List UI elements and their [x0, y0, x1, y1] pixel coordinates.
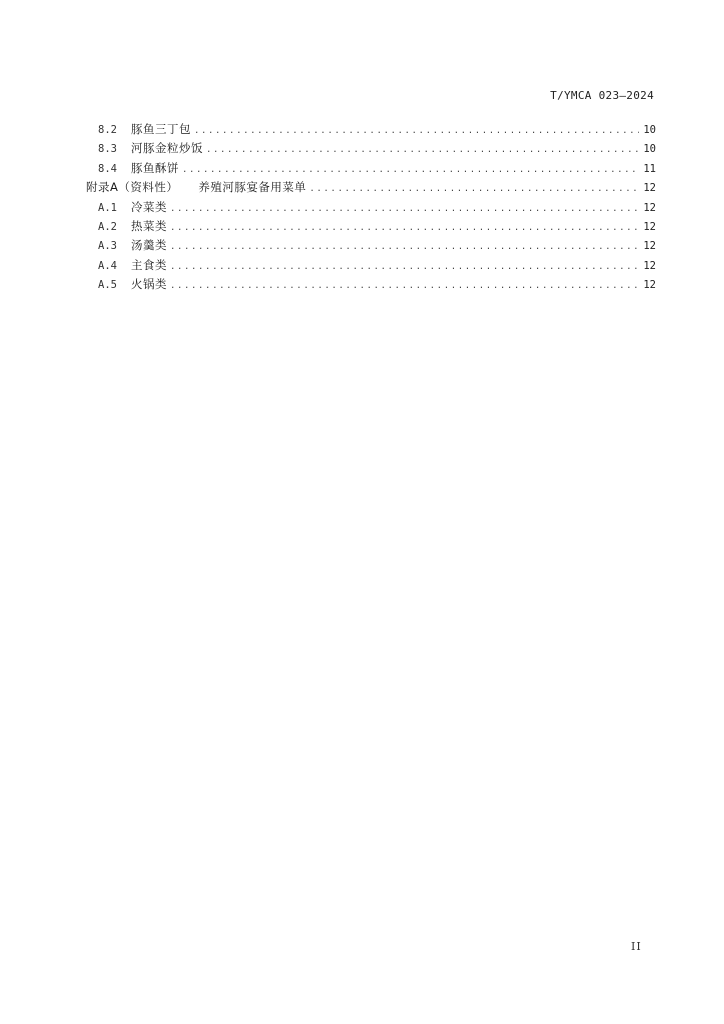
- toc-entry[interactable]: [86, 159, 656, 178]
- toc-entry-title: 冷菜类: [130, 199, 167, 214]
- toc-entry[interactable]: [86, 139, 656, 158]
- toc-entry-page: 12: [643, 201, 656, 214]
- toc-entry[interactable]: [86, 236, 656, 255]
- toc-dot-leader: [170, 219, 639, 238]
- toc-entry-title: 养殖河豚宴备用菜单: [198, 180, 307, 195]
- toc-appendix-label: 附录A（资料性）: [86, 180, 179, 195]
- toc-entry-page: 10: [643, 124, 656, 136]
- toc-entry-number: A.3: [98, 240, 117, 253]
- toc-entry[interactable]: [86, 256, 656, 275]
- toc-entry-page: 12: [643, 259, 656, 272]
- toc-entry-title: 热菜类: [130, 218, 167, 233]
- toc-dot-leader: [309, 180, 639, 199]
- toc-entry-number: A.4: [98, 259, 117, 272]
- toc-entry-title: 豚鱼酥饼: [130, 160, 179, 175]
- toc-entry[interactable]: [86, 275, 656, 294]
- toc-entry-number: A.1: [98, 201, 117, 214]
- page-number: II: [631, 940, 642, 953]
- toc-dot-leader: [170, 258, 639, 277]
- toc-entry-number: A.2: [98, 220, 117, 233]
- table-of-contents: [86, 120, 656, 295]
- toc-dot-leader: [170, 238, 639, 257]
- toc-entry-page: 12: [643, 279, 656, 292]
- toc-entry-title: 河豚金粒炒饭: [130, 141, 203, 156]
- toc-entry-number: 8.4: [98, 162, 117, 175]
- toc-entry-page: 12: [643, 220, 656, 233]
- toc-dot-leader: [206, 141, 639, 160]
- toc-entry-page: 12: [643, 182, 656, 195]
- document-code: T/YMCA 023—2024: [550, 89, 654, 102]
- toc-entry-appendix[interactable]: [86, 178, 656, 197]
- toc-entry-page: 10: [643, 143, 656, 156]
- toc-entry-number: 8.3: [98, 143, 117, 156]
- toc-entry[interactable]: [86, 198, 656, 217]
- toc-entry-page: 12: [643, 240, 656, 253]
- toc-entry-number: A.5: [98, 279, 117, 292]
- toc-entry-title: 主食类: [130, 257, 167, 272]
- toc-entry-title: 汤羹类: [130, 238, 167, 253]
- toc-entry[interactable]: [86, 120, 656, 139]
- toc-entry-title: 火锅类: [130, 277, 167, 292]
- toc-entry-number: 8.2: [98, 124, 117, 136]
- toc-entry-title: 豚鱼三丁包: [130, 122, 191, 136]
- toc-dot-leader: [194, 122, 639, 141]
- toc-dot-leader: [170, 200, 639, 219]
- toc-entry[interactable]: [86, 217, 656, 236]
- toc-dot-leader: [170, 277, 639, 296]
- toc-entry-page: 11: [643, 162, 656, 175]
